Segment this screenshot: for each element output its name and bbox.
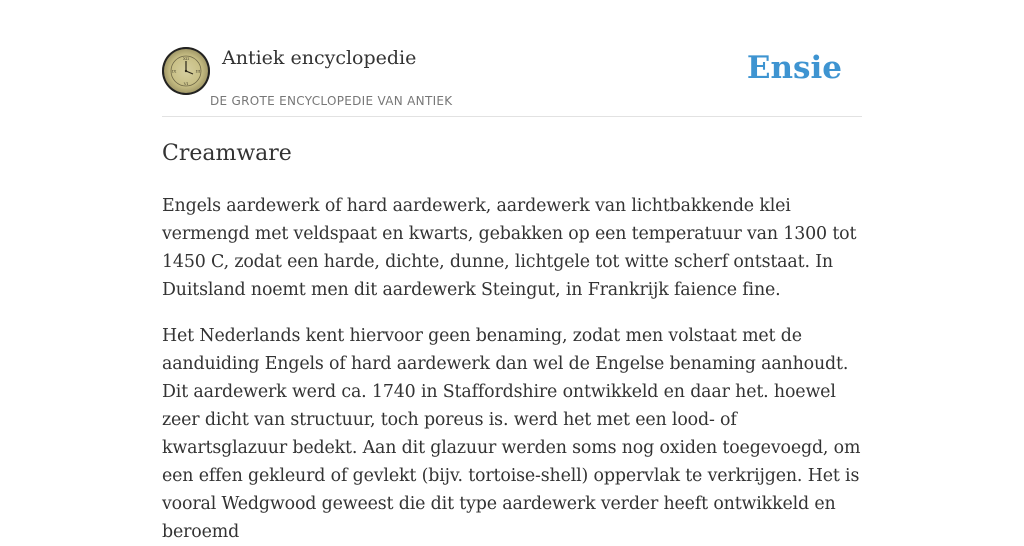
site-title[interactable]: Antiek encyclopedie [222, 47, 417, 69]
article-paragraph: Engels aardewerk of hard aardewerk, aardewerk van lichtbakkende klei vermengd met veldspaat en kwarts, gebakken op een temperatuur van 1300 tot 1450 C, zodat een harde, dichte, dunne, lichtgele tot witte scherf ontstaat. In Duitsland noemt men dit aardewerk Steingut, in Frankrijk faience fine. [162, 196, 857, 300]
ensie-logo-link[interactable]: Ensie [746, 50, 842, 86]
article-paragraph: Het Nederlands kent hiervoor geen benaming, zodat men volstaat met de aanduiding Engels of hard aardewerk dan wel de Engelse benaming aanhoudt. Dit aardewerk werd ca. 1740 in Staffordshire ontwikkeld en daar het. hoewel zeer dicht van structuur, toch poreus is. werd het met een lood- of kwartsglazuur bedekt. Aan dit glazuur werden soms nog oxiden toegevoegd, om een effen gekleurd of gevlekt (bijv. tortoise-shell) oppervlak te verkrijgen. Het is vooral Wedgwood geweest die dit type aardewerk verder heeft ontwikkeld en beroemd [162, 326, 861, 542]
svg-text:XII: XII [182, 56, 190, 61]
page-title: Creamware [162, 141, 292, 166]
site-subtitle: DE GROTE ENCYCLOPEDIE VAN ANTIEK [210, 94, 453, 108]
antique-clock-icon[interactable] [162, 47, 210, 95]
svg-text:III: III [195, 68, 201, 74]
svg-text:IX: IX [171, 68, 177, 74]
article-content [162, 138, 862, 546]
svg-text:VI: VI [183, 81, 189, 86]
site-header [162, 44, 862, 117]
